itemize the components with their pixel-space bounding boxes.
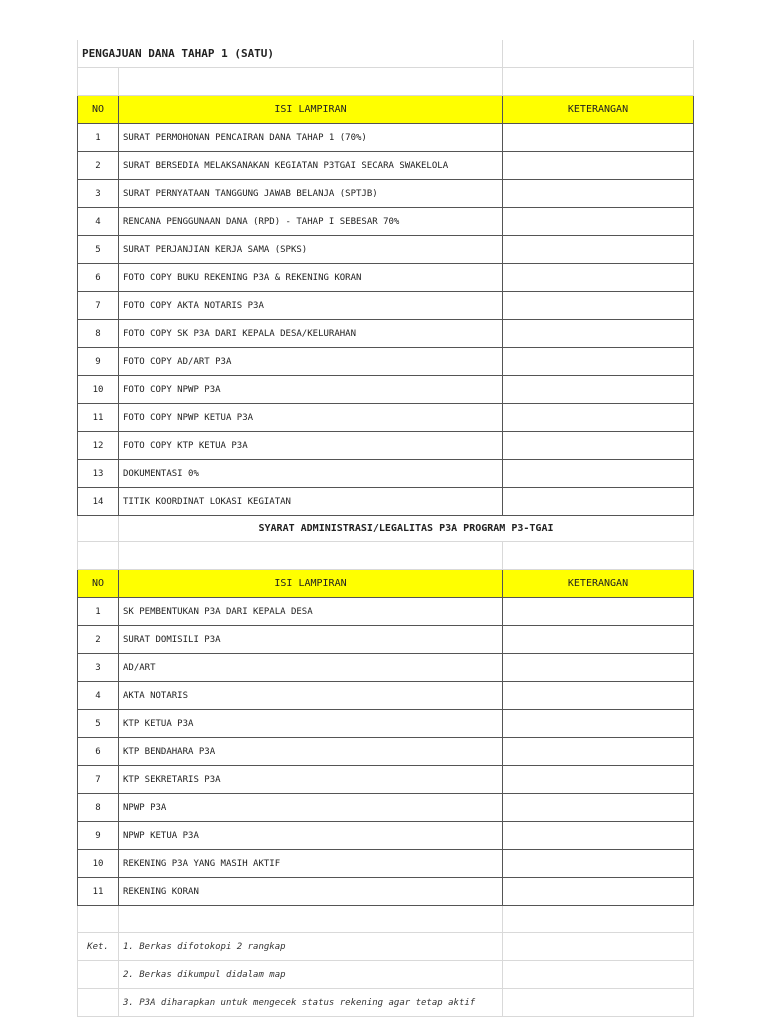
notes-label: Ket.: [78, 933, 119, 961]
row-keterangan: [503, 766, 694, 794]
empty-cell: [119, 542, 503, 570]
row-lampiran: FOTO COPY AKTA NOTARIS P3A: [119, 292, 503, 320]
row-lampiran: FOTO COPY BUKU REKENING P3A & REKENING KORAN: [119, 264, 503, 292]
empty-cell: [119, 68, 503, 96]
table-row: [78, 180, 694, 208]
row-lampiran: FOTO COPY NPWP KETUA P3A: [119, 404, 503, 432]
row-lampiran: NPWP P3A: [119, 794, 503, 822]
row-number: 3: [78, 654, 119, 682]
table-row: [78, 626, 694, 654]
row-number: 10: [78, 850, 119, 878]
row-number: 4: [78, 682, 119, 710]
empty-cell: [503, 40, 694, 68]
row-lampiran: SURAT PERJANJIAN KERJA SAMA (SPKS): [119, 236, 503, 264]
table-row: [78, 376, 694, 404]
spacer-row: [78, 542, 694, 570]
note-row: [78, 933, 694, 961]
empty-cell: [503, 906, 694, 933]
document-table: [77, 40, 694, 1017]
row-keterangan: [503, 236, 694, 264]
table-row: [78, 654, 694, 682]
row-keterangan: [503, 292, 694, 320]
empty-cell: [78, 516, 119, 542]
note-item: 2. Berkas dikumpul didalam map: [119, 961, 503, 989]
section2-title-row: [78, 516, 694, 542]
row-lampiran: SURAT BERSEDIA MELAKSANAKAN KEGIATAN P3TGAI SECARA SWAKELOLA: [119, 152, 503, 180]
row-keterangan: [503, 654, 694, 682]
header-isi-lampiran: ISI LAMPIRAN: [119, 570, 503, 598]
row-lampiran: FOTO COPY KTP KETUA P3A: [119, 432, 503, 460]
row-number: 3: [78, 180, 119, 208]
table-row: [78, 850, 694, 878]
row-keterangan: [503, 180, 694, 208]
table-row: [78, 124, 694, 152]
header-no: NO: [78, 96, 119, 124]
row-keterangan: [503, 822, 694, 850]
row-number: 9: [78, 348, 119, 376]
row-keterangan: [503, 488, 694, 516]
table-row: [78, 404, 694, 432]
row-keterangan: [503, 626, 694, 654]
empty-cell: [78, 961, 119, 989]
header-keterangan: KETERANGAN: [503, 96, 694, 124]
header-no: NO: [78, 570, 119, 598]
row-number: 7: [78, 292, 119, 320]
table-row: [78, 432, 694, 460]
row-number: 1: [78, 598, 119, 626]
row-keterangan: [503, 404, 694, 432]
table-row: [78, 460, 694, 488]
note-row: [78, 989, 694, 1017]
row-lampiran: SK PEMBENTUKAN P3A DARI KEPALA DESA: [119, 598, 503, 626]
row-lampiran: AKTA NOTARIS: [119, 682, 503, 710]
table-row: [78, 822, 694, 850]
row-lampiran: KTP BENDAHARA P3A: [119, 738, 503, 766]
table2-header: [78, 570, 694, 598]
row-lampiran: SURAT PERNYATAAN TANGGUNG JAWAB BELANJA (SPTJB): [119, 180, 503, 208]
row-number: 2: [78, 152, 119, 180]
row-keterangan: [503, 376, 694, 404]
row-lampiran: AD/ART: [119, 654, 503, 682]
table-row: [78, 348, 694, 376]
row-number: 6: [78, 738, 119, 766]
table-row: [78, 766, 694, 794]
empty-cell: [78, 906, 119, 933]
section2-title: SYARAT ADMINISTRASI/LEGALITAS P3A PROGRAM P3-TGAI: [119, 516, 694, 542]
table-row: [78, 878, 694, 906]
table-row: [78, 208, 694, 236]
row-number: 5: [78, 236, 119, 264]
row-lampiran: RENCANA PENGGUNAAN DANA (RPD) - TAHAP I SEBESAR 70%: [119, 208, 503, 236]
row-lampiran: FOTO COPY SK P3A DARI KEPALA DESA/KELURAHAN: [119, 320, 503, 348]
row-number: 5: [78, 710, 119, 738]
empty-cell: [503, 68, 694, 96]
row-keterangan: [503, 432, 694, 460]
row-lampiran: DOKUMENTASI 0%: [119, 460, 503, 488]
row-lampiran: TITIK KOORDINAT LOKASI KEGIATAN: [119, 488, 503, 516]
empty-cell: [503, 961, 694, 989]
row-keterangan: [503, 152, 694, 180]
row-number: 13: [78, 460, 119, 488]
table-row: [78, 598, 694, 626]
table-row: [78, 320, 694, 348]
empty-cell: [503, 989, 694, 1017]
row-keterangan: [503, 348, 694, 376]
row-keterangan: [503, 460, 694, 488]
header-keterangan: KETERANGAN: [503, 570, 694, 598]
row-number: 10: [78, 376, 119, 404]
row-keterangan: [503, 710, 694, 738]
row-keterangan: [503, 320, 694, 348]
row-keterangan: [503, 598, 694, 626]
row-keterangan: [503, 264, 694, 292]
empty-cell: [78, 989, 119, 1017]
row-lampiran: REKENING P3A YANG MASIH AKTIF: [119, 850, 503, 878]
note-item: 3. P3A diharapkan untuk mengecek status rekening agar tetap aktif: [119, 989, 503, 1017]
table-row: [78, 794, 694, 822]
spacer-row: [78, 68, 694, 96]
spreadsheet: [77, 40, 693, 1017]
empty-cell: [503, 542, 694, 570]
row-keterangan: [503, 850, 694, 878]
row-number: 14: [78, 488, 119, 516]
table-row: [78, 488, 694, 516]
table1-header: [78, 96, 694, 124]
row-lampiran: FOTO COPY NPWP P3A: [119, 376, 503, 404]
table-row: [78, 710, 694, 738]
row-number: 1: [78, 124, 119, 152]
row-lampiran: SURAT PERMOHONAN PENCAIRAN DANA TAHAP 1 (70%): [119, 124, 503, 152]
row-number: 2: [78, 626, 119, 654]
row-number: 8: [78, 794, 119, 822]
row-number: 6: [78, 264, 119, 292]
table-row: [78, 236, 694, 264]
empty-cell: [119, 906, 503, 933]
row-number: 11: [78, 404, 119, 432]
row-keterangan: [503, 738, 694, 766]
row-keterangan: [503, 682, 694, 710]
row-lampiran: REKENING KORAN: [119, 878, 503, 906]
document-title: PENGAJUAN DANA TAHAP 1 (SATU): [78, 40, 503, 68]
table2-body: [78, 598, 694, 906]
table-row: [78, 264, 694, 292]
row-keterangan: [503, 878, 694, 906]
row-lampiran: NPWP KETUA P3A: [119, 822, 503, 850]
table1-body: [78, 124, 694, 516]
row-keterangan: [503, 124, 694, 152]
row-lampiran: KTP KETUA P3A: [119, 710, 503, 738]
header-isi-lampiran: ISI LAMPIRAN: [119, 96, 503, 124]
table-row: [78, 152, 694, 180]
empty-cell: [78, 68, 119, 96]
row-keterangan: [503, 208, 694, 236]
row-number: 4: [78, 208, 119, 236]
note-item: 1. Berkas difotokopi 2 rangkap: [119, 933, 503, 961]
row-number: 12: [78, 432, 119, 460]
table-row: [78, 682, 694, 710]
empty-cell: [503, 933, 694, 961]
row-keterangan: [503, 794, 694, 822]
row-lampiran: KTP SEKRETARIS P3A: [119, 766, 503, 794]
row-number: 8: [78, 320, 119, 348]
row-lampiran: FOTO COPY AD/ART P3A: [119, 348, 503, 376]
row-number: 7: [78, 766, 119, 794]
title-row: [78, 40, 694, 68]
empty-cell: [78, 542, 119, 570]
row-lampiran: SURAT DOMISILI P3A: [119, 626, 503, 654]
row-number: 9: [78, 822, 119, 850]
note-row: [78, 961, 694, 989]
table-row: [78, 292, 694, 320]
table-row: [78, 738, 694, 766]
spacer-row: [78, 906, 694, 933]
row-number: 11: [78, 878, 119, 906]
